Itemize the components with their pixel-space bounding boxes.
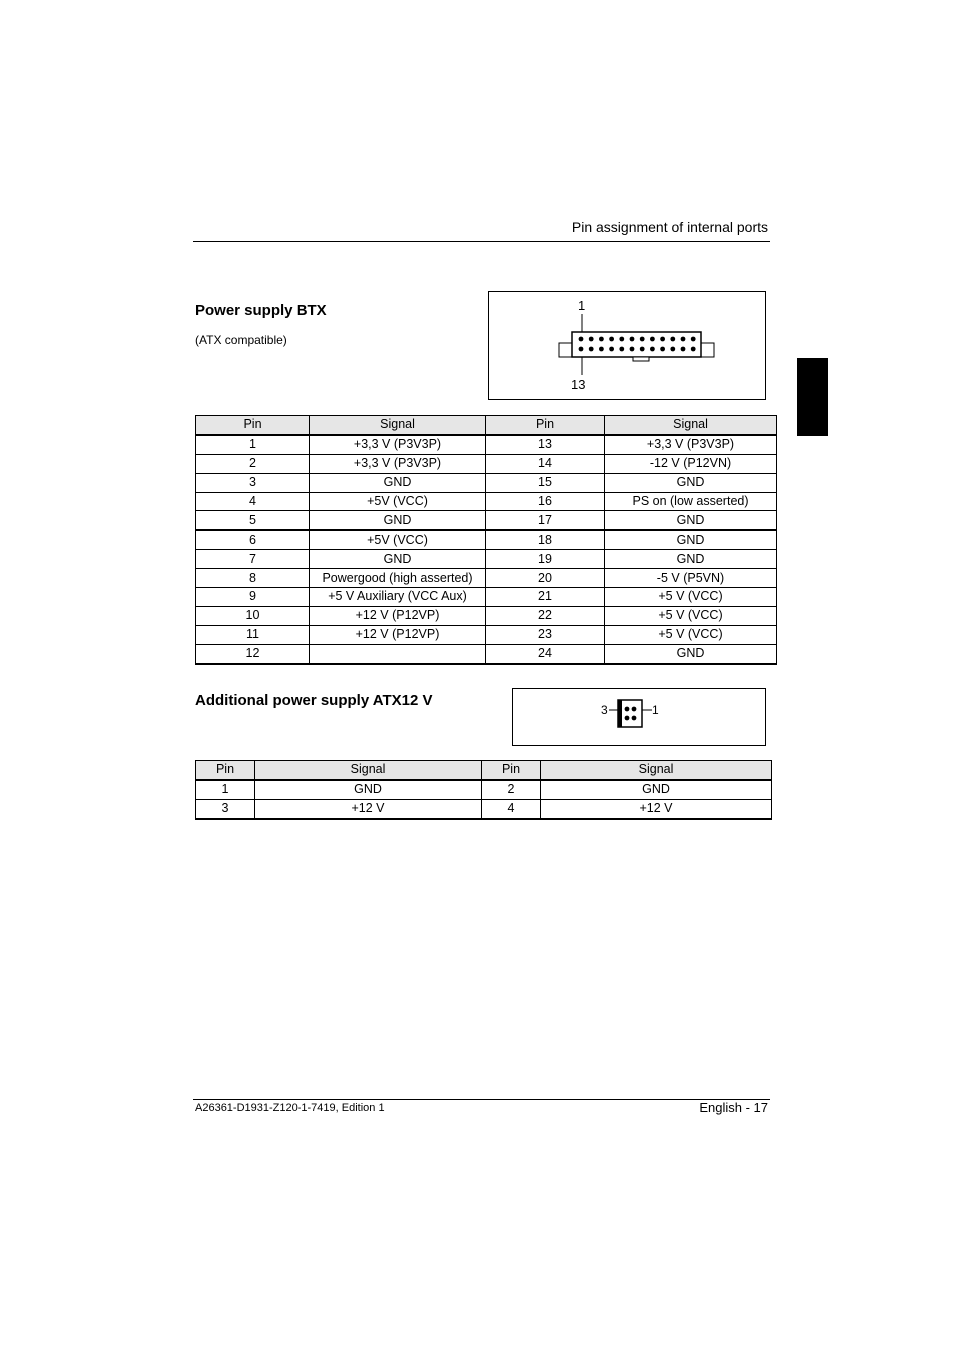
table-row (196, 569, 777, 588)
chapter-tab-marker (797, 358, 828, 436)
btx-pin-dot (630, 347, 635, 352)
atx12-connector-figure (512, 688, 766, 746)
cell: +5 V (VCC) (605, 625, 777, 644)
btx-pin-dot (640, 347, 645, 352)
table-row (196, 435, 777, 454)
btx-figure-label-pin13: 13 (571, 377, 586, 392)
btx-pin-dot (640, 337, 645, 342)
atx12-col-pin-2: Pin (482, 761, 541, 780)
table-row (196, 530, 777, 549)
btx-pin-dot (609, 337, 614, 342)
atx12-section-title: Additional power supply ATX12 V (195, 692, 433, 709)
cell: +12 V (541, 799, 772, 818)
cell: 17 (486, 511, 605, 530)
cell: GND (310, 473, 486, 492)
table-row (196, 473, 777, 492)
table-row (196, 644, 777, 663)
running-header: Pin assignment of internal ports (571, 219, 768, 235)
cell: Powergood (high asserted) (310, 569, 486, 588)
footer-doc-id: A26361-D1931-Z120-1-7419, Edition 1 (195, 1102, 385, 1114)
table-row (196, 588, 777, 607)
cell: +12 V (255, 799, 482, 818)
cell: 6 (196, 530, 310, 549)
atx12-col-signal: Signal (255, 761, 482, 780)
cell: -12 V (P12VN) (605, 454, 777, 473)
cell: 11 (196, 625, 310, 644)
cell: 12 (196, 644, 310, 663)
btx-pin-dot (691, 337, 696, 342)
cell: 10 (196, 606, 310, 625)
btx-pin-dot (630, 337, 635, 342)
cell: +5 V Auxiliary (VCC Aux) (310, 588, 486, 607)
btx-section-note: (ATX compatible) (195, 333, 287, 347)
cell: GND (605, 511, 777, 530)
cell: +5 V (VCC) (605, 588, 777, 607)
btx-pin-dot (681, 347, 686, 352)
cell: 23 (486, 625, 605, 644)
cell: GND (541, 780, 772, 799)
atx12-col-signal-2: Signal (541, 761, 772, 780)
btx-pin-dot (589, 347, 594, 352)
cell: 1 (196, 435, 310, 454)
btx-pin-dot (609, 347, 614, 352)
btx-section-title: Power supply BTX (195, 302, 327, 319)
cell: 9 (196, 588, 310, 607)
btx-pin-dot (670, 347, 675, 352)
btx-connector-figure (488, 291, 766, 400)
atx12-connector-icon (513, 689, 765, 745)
cell: 3 (196, 799, 255, 818)
table-row (196, 780, 772, 799)
cell: 8 (196, 569, 310, 588)
atx12-figure-label-pin1: 1 (652, 703, 659, 717)
cell: 7 (196, 550, 310, 569)
btx-pin-dot (650, 337, 655, 342)
cell: 3 (196, 473, 310, 492)
cell: 1 (196, 780, 255, 799)
cell: 2 (196, 454, 310, 473)
btx-pin-dot (691, 347, 696, 352)
cell: GND (605, 530, 777, 549)
btx-col-signal: Signal (310, 416, 486, 435)
btx-pin-dot (660, 337, 665, 342)
cell: 20 (486, 569, 605, 588)
table-row (196, 550, 777, 569)
table-row (196, 625, 777, 644)
btx-figure-label-pin1: 1 (578, 298, 586, 313)
cell: +5 V (VCC) (605, 606, 777, 625)
atx12-col-pin: Pin (196, 761, 255, 780)
btx-pin-dot (599, 337, 604, 342)
btx-pin-dot (670, 337, 675, 342)
cell: 19 (486, 550, 605, 569)
table-row (196, 606, 777, 625)
cell: GND (605, 550, 777, 569)
btx-table-header-row (196, 416, 777, 435)
btx-pin-dot (579, 347, 584, 352)
cell: +3,3 V (P3V3P) (310, 454, 486, 473)
btx-pin-table (195, 415, 777, 665)
table-row (196, 454, 777, 473)
cell: 5 (196, 511, 310, 530)
cell: 15 (486, 473, 605, 492)
cell: -5 V (P5VN) (605, 569, 777, 588)
cell: GND (310, 511, 486, 530)
cell: +3,3 V (P3V3P) (310, 435, 486, 454)
cell: 18 (486, 530, 605, 549)
table-row (196, 511, 777, 530)
cell: 4 (482, 799, 541, 818)
cell: 22 (486, 606, 605, 625)
cell: GND (605, 644, 777, 663)
cell: GND (310, 550, 486, 569)
btx-connector-icon (489, 292, 765, 399)
cell: +12 V (P12VP) (310, 606, 486, 625)
cell: +5V (VCC) (310, 530, 486, 549)
atx12-table-header-row (196, 761, 772, 780)
cell: +5V (VCC) (310, 492, 486, 511)
footer-page-number: English - 17 (699, 1100, 768, 1115)
header-rule (193, 241, 770, 242)
btx-pin-dot (579, 337, 584, 342)
cell: GND (255, 780, 482, 799)
atx12-figure-label-pin3: 3 (601, 703, 608, 717)
cell: 24 (486, 644, 605, 663)
cell: 2 (482, 780, 541, 799)
btx-col-pin-2: Pin (486, 416, 605, 435)
btx-pin-dot (589, 337, 594, 342)
btx-pin-dot (650, 347, 655, 352)
cell: 4 (196, 492, 310, 511)
cell: 21 (486, 588, 605, 607)
btx-pin-dot (660, 347, 665, 352)
cell (310, 644, 486, 663)
cell: GND (605, 473, 777, 492)
btx-col-signal-2: Signal (605, 416, 777, 435)
table-row (196, 492, 777, 511)
cell: PS on (low asserted) (605, 492, 777, 511)
atx12-pin-table (195, 760, 772, 820)
btx-pin-dot (619, 347, 624, 352)
cell: +3,3 V (P3V3P) (605, 435, 777, 454)
btx-col-pin: Pin (196, 416, 310, 435)
table-row (196, 799, 772, 818)
cell: 16 (486, 492, 605, 511)
cell: +12 V (P12VP) (310, 625, 486, 644)
btx-pin-dot (619, 337, 624, 342)
cell: 13 (486, 435, 605, 454)
cell: 14 (486, 454, 605, 473)
btx-pin-dot (599, 347, 604, 352)
btx-pin-dot (681, 337, 686, 342)
